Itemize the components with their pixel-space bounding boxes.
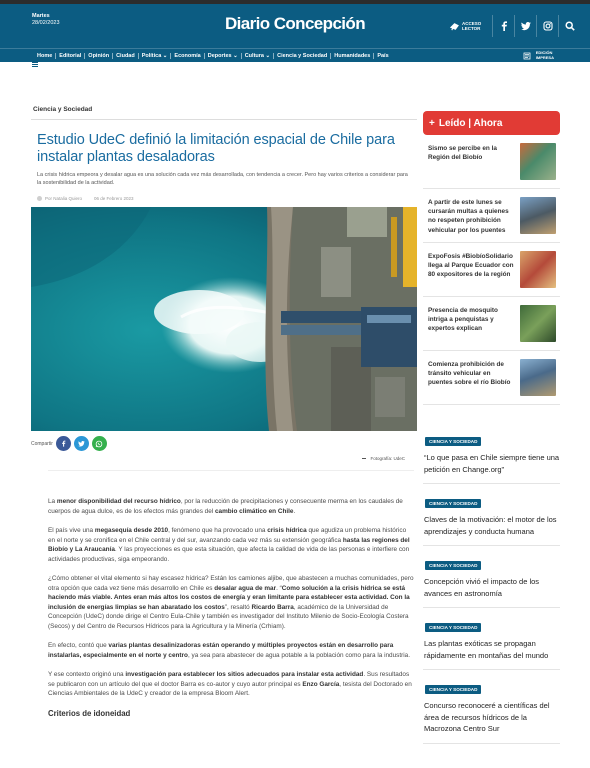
section-news-item[interactable] xyxy=(423,550,560,608)
most-read-item-thumbnail[interactable] xyxy=(520,197,556,234)
instagram-icon[interactable] xyxy=(536,15,558,37)
section-news-title[interactable]: Concepción vivió el impacto de los avances en astronomía xyxy=(424,577,540,598)
article-photo xyxy=(31,207,417,431)
author-icon xyxy=(37,196,42,201)
most-read-item-thumbnail[interactable] xyxy=(520,251,556,288)
section-news-title[interactable]: Concurso reconoceré a científicas del área de recursos hídricos de la Macrozona Centro Sur xyxy=(424,701,550,733)
section-news-item[interactable] xyxy=(423,612,560,670)
article-byline xyxy=(31,196,417,201)
hamburger-menu-icon[interactable] xyxy=(32,62,38,67)
paragraph-1: La menor disponibilidad del recurso hídrico, por la reducción de precipitaciones y consecuente merma en los caudales de cuerpos de agua dulce, es de los efectos más grandes del cambio climático en Chile. xyxy=(48,498,403,515)
most-read-item[interactable] xyxy=(423,243,560,297)
share-twitter-icon[interactable] xyxy=(74,436,89,451)
most-read-list xyxy=(423,135,560,405)
most-read-item-title[interactable]: Sismo se percibe en la Región del Biobío xyxy=(428,145,497,162)
print-edition-link[interactable] xyxy=(536,51,554,60)
article-body xyxy=(48,470,414,718)
most-read-item-title[interactable]: Presencia de mosquito intriga a penquistas y expertos explican xyxy=(428,307,498,333)
most-read-item[interactable] xyxy=(423,135,560,189)
site-header xyxy=(0,4,590,48)
section-news-list xyxy=(423,426,560,744)
most-read-item-thumbnail[interactable] xyxy=(520,359,556,396)
nav-item[interactable]: Ciencia y Sociedad xyxy=(274,53,331,59)
access-line-2: LECTOR xyxy=(462,26,481,31)
nav-item[interactable]: Deportes ⌄ xyxy=(205,53,242,59)
most-read-item[interactable] xyxy=(423,189,560,243)
site-logo[interactable]: Diario Concepción xyxy=(225,14,365,33)
nav-item[interactable]: País xyxy=(377,53,389,59)
share-whatsapp-icon[interactable] xyxy=(92,436,107,451)
paragraph-2: El país vive una megasequía desde 2010, fenómeno que ha provocado una crisis hídrica que agudiza un problema histórico en el norte y se cronifica en el Chile central y del sur, avanzando cada vez más su extensión geográfica hasta las regiones del Biobío y La Araucanía. Y las proyecciones es que esta situación, que afecta la calidad de vida de las personas e interfiere con actividades productivas, siga empeorando. xyxy=(48,527,410,563)
nav-item[interactable]: Cultura ⌄ xyxy=(242,53,274,59)
most-read-item-title[interactable]: Comienza prohibición de tránsito vehicular en puentes sobre el río Biobío xyxy=(428,361,511,387)
section-news-item[interactable] xyxy=(423,488,560,546)
section-badge[interactable]: CIENCIA Y SOCIEDAD xyxy=(425,623,481,632)
newspaper-icon[interactable] xyxy=(523,52,532,60)
section-news-item[interactable] xyxy=(423,674,560,744)
section-news-title[interactable]: Las plantas exóticas se propagan rápidamente en montañas del mundo xyxy=(424,639,549,660)
search-icon[interactable] xyxy=(558,15,580,37)
photo-credit: Fotografía: UdeC xyxy=(362,456,405,461)
sidebar xyxy=(423,100,560,748)
nav-item[interactable]: Economía xyxy=(171,53,204,59)
header-day: Martes xyxy=(32,13,50,19)
section-news-item[interactable] xyxy=(423,426,560,484)
facebook-icon[interactable] xyxy=(492,15,514,37)
section-news-title[interactable]: Claves de la motivación: el motor de los aprendizajes y conducta humana xyxy=(424,515,557,536)
section-badge[interactable]: CIENCIA Y SOCIEDAD xyxy=(425,685,481,694)
section-badge[interactable]: CIENCIA Y SOCIEDAD xyxy=(425,499,481,508)
most-read-item[interactable] xyxy=(423,297,560,351)
article-date: 06 de Febrero 2023 xyxy=(94,196,134,201)
nav-item[interactable]: Ciudad xyxy=(113,53,139,59)
paragraph-5: Y ese contexto originó una investigación para establecer los sitios adecuados para instalar esta actividad. Sus resultados se publicaron con un artículo del que el doctor Barra es co-autor y cuyo autor principal es Enzo García, tesista del Doctorado en Ciencias Ambientales de la UdeC y creador de la empresa Bloom Alert. xyxy=(48,671,412,697)
ed-line-2: IMPRESA xyxy=(535,54,554,60)
nav-items xyxy=(34,49,392,63)
share-facebook-icon[interactable] xyxy=(56,436,71,451)
most-read-item-title[interactable]: A partir de este lunes se cursarán multas a quienes no respeten prohibición vehicular por los puentes xyxy=(428,199,509,234)
article xyxy=(31,100,417,718)
section-badge[interactable]: CIENCIA Y SOCIEDAD xyxy=(425,437,481,446)
plus-icon: + xyxy=(429,117,435,129)
header-date-value: 28/02/2023 xyxy=(32,20,60,26)
most-read-item-title[interactable]: ExpoFosis #BiobíoSolidario llega al Parque Ecuador con 80 expositores de la región xyxy=(428,253,514,279)
most-read-item-thumbnail[interactable] xyxy=(520,143,556,180)
nav-item[interactable]: Política ⌄ xyxy=(139,53,172,59)
reader-access-icon xyxy=(450,22,459,31)
article-title: Estudio UdeC definió la limitación espacial de Chile para instalar plantas desaladoras xyxy=(37,132,395,165)
desalination-aerial-image xyxy=(31,207,417,431)
access-line-1: ACCESO xyxy=(462,21,482,26)
paragraph-3: ¿Cómo obtener el vital elemento si hay escasez hídrica? Están los camiones aljibe, que abastecen a muchas comunidades, pero otra opción que cada vez tiene más desarrollo en Chile es desalar agua de mar. “Como solución a la crisis hídrica se está haciendo más viable. Antes eran más altos los costos de energía y eran limitante para establecer esta actividad. Con la inclusión de energías limpias se han abaratado los costos”, resaltó Ricardo Barra, académico de la Universidad de Concepción (UdeC) donde dirige el Centro Eula-Chile y también es investigador del Instituto Milenio de Socio-Ecología Costera (Secos) y del Centro de Recursos Hídricos para la Agricultura y la Minería (Crhiam). xyxy=(48,575,414,630)
section-badge[interactable]: CIENCIA Y SOCIEDAD xyxy=(425,561,481,570)
share-bar xyxy=(31,436,417,451)
nav-right xyxy=(523,51,554,60)
nav-item[interactable]: Opinión xyxy=(85,53,113,59)
paragraph-4: En efecto, contó que varias plantas desalinizadoras están operando y múltiples proyectos están en desarrollo para instalarlas, especialmente en el norte y centro, ya sea para abastecer de agua potable a la población como para la industria. xyxy=(48,642,410,659)
reader-access-link[interactable] xyxy=(450,21,484,31)
nav-item[interactable]: Home xyxy=(34,53,56,59)
nav-item[interactable]: Editorial xyxy=(56,53,85,59)
ed-line-1: EDICIÓN xyxy=(535,50,553,55)
nav-item[interactable]: Humanidades xyxy=(331,53,374,59)
subheading-criterios: Criterios de idoneidad xyxy=(48,708,131,718)
submenu-bar xyxy=(0,62,590,68)
main-nav xyxy=(0,48,590,62)
share-label: Compartir xyxy=(31,440,53,447)
article-category[interactable]: Ciencia y Sociedad xyxy=(31,100,417,120)
twitter-icon[interactable] xyxy=(514,15,536,37)
most-read-item-thumbnail[interactable] xyxy=(520,305,556,342)
header-actions xyxy=(450,15,580,37)
article-author[interactable]: Por Natalia Quiero xyxy=(45,196,83,201)
most-read-item[interactable] xyxy=(423,351,560,405)
most-read-header xyxy=(423,111,560,135)
section-news-title[interactable]: “Lo que pasa en Chile siempre tiene una petición en Change.org” xyxy=(424,453,560,474)
article-lead: La crisis hídrica empeora y desalar agua es una solución cada vez más desarrollada, con tendencia a crecer. Pero hay varios criterios a considerar para la sostenibilidad de la actividad. xyxy=(37,172,408,186)
most-read-title: Leído | Ahora xyxy=(438,117,503,129)
